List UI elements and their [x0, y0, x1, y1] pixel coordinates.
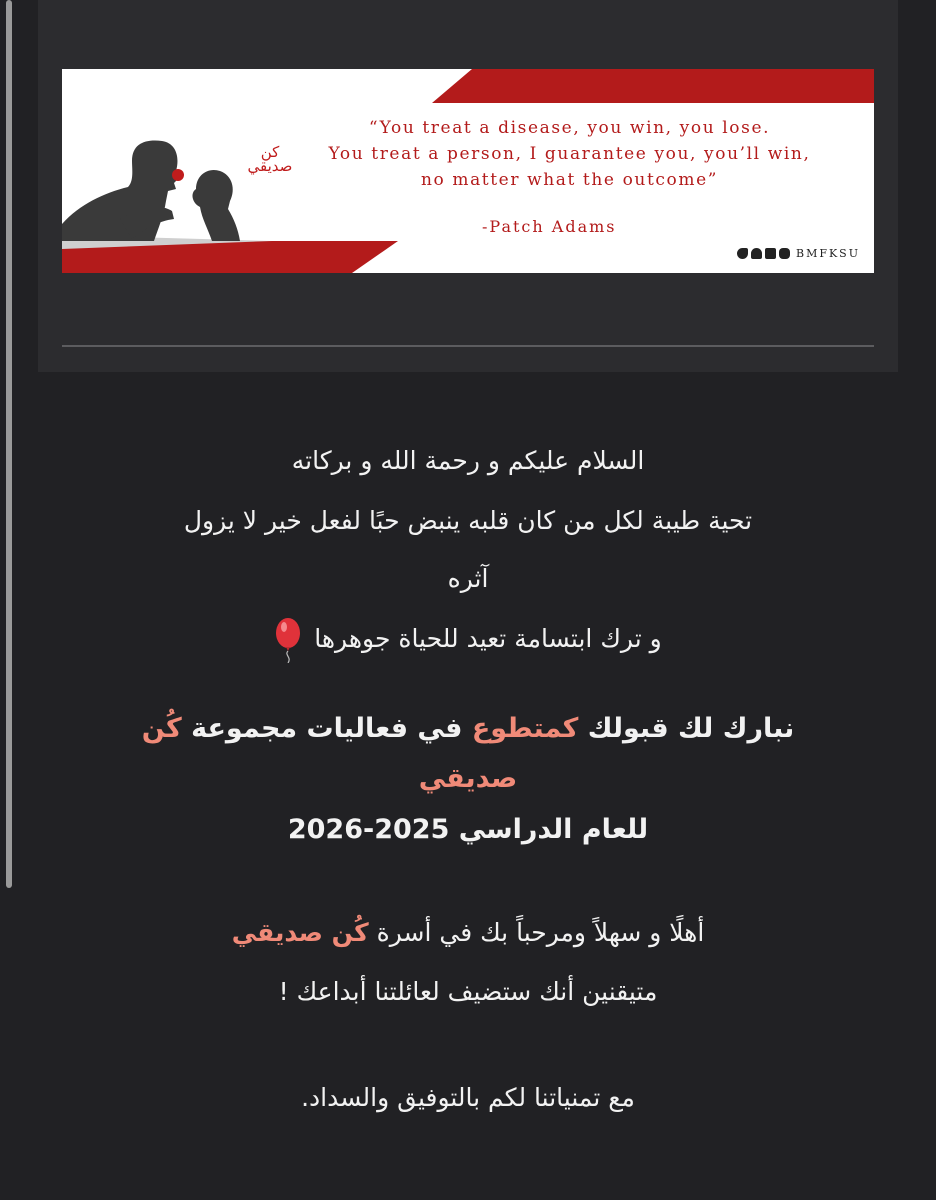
scrollbar[interactable] [6, 0, 12, 888]
banner-image [62, 69, 874, 273]
smile-line [70, 608, 866, 670]
banner-logo-text: كن صديقي [247, 143, 293, 175]
academic-year-line: للعام الدراسي 2025-2026 [287, 814, 649, 845]
welcome-family-accent: كُن صديقي [231, 918, 369, 947]
social-icons [737, 247, 860, 260]
banner-quote: “You treat a disease, you win, you lose. You treat a person, I guarantee you, you’ll win, no matter what the outcome” [328, 118, 811, 190]
welcome-heart-line: تحية طيبة لكل من كان قلبه ينبض حبًا لفعل خير لا يزول [183, 506, 753, 535]
greeting-line: السلام عليكم و رحمة الله و بركاته [291, 446, 645, 475]
top-red-band [432, 69, 874, 103]
spacer [70, 1022, 866, 1068]
congrats-text-1: نبارك لك قبولك [578, 713, 795, 744]
congrats-accent-volunteer: كمتطوع [471, 713, 579, 744]
child-silhouette [193, 170, 240, 241]
divider [62, 345, 874, 347]
confidence-line: متيقنين أنك ستضيف لعائلتنا أبداعك ! [278, 977, 658, 1006]
message-body [70, 430, 866, 1128]
congrats-accent-sadiqi: صديقي [418, 763, 518, 794]
smile-line-text: و ترك ابتسامة تعيد للحياة جوهرها [314, 624, 662, 653]
social-handle: BMFKSU [795, 247, 860, 260]
instagram-icon [765, 248, 776, 259]
twitter-icon [737, 248, 748, 259]
balloon-icon [274, 617, 302, 663]
youtube-icon [779, 248, 790, 259]
banner-author: -Patch Adams [482, 217, 617, 236]
welcome-family-line [70, 904, 866, 962]
spacer [70, 858, 866, 904]
congrats-text-2: في فعاليات مجموعة [181, 713, 472, 744]
congrats-line [70, 702, 866, 756]
adult-silhouette [62, 141, 178, 241]
clown-nose [172, 169, 184, 181]
welcome-heart-line-cont: آثره [447, 564, 489, 593]
spacer [70, 670, 866, 702]
snapchat-icon [751, 248, 762, 259]
closing-line: مع تمنياتنا لكم بالتوفيق والسداد. [301, 1083, 635, 1112]
congrats-accent-kon: كُن [141, 713, 182, 744]
welcome-family-text: أهلًا و سهلاً ومرحباً بك في أسرة [368, 918, 705, 947]
